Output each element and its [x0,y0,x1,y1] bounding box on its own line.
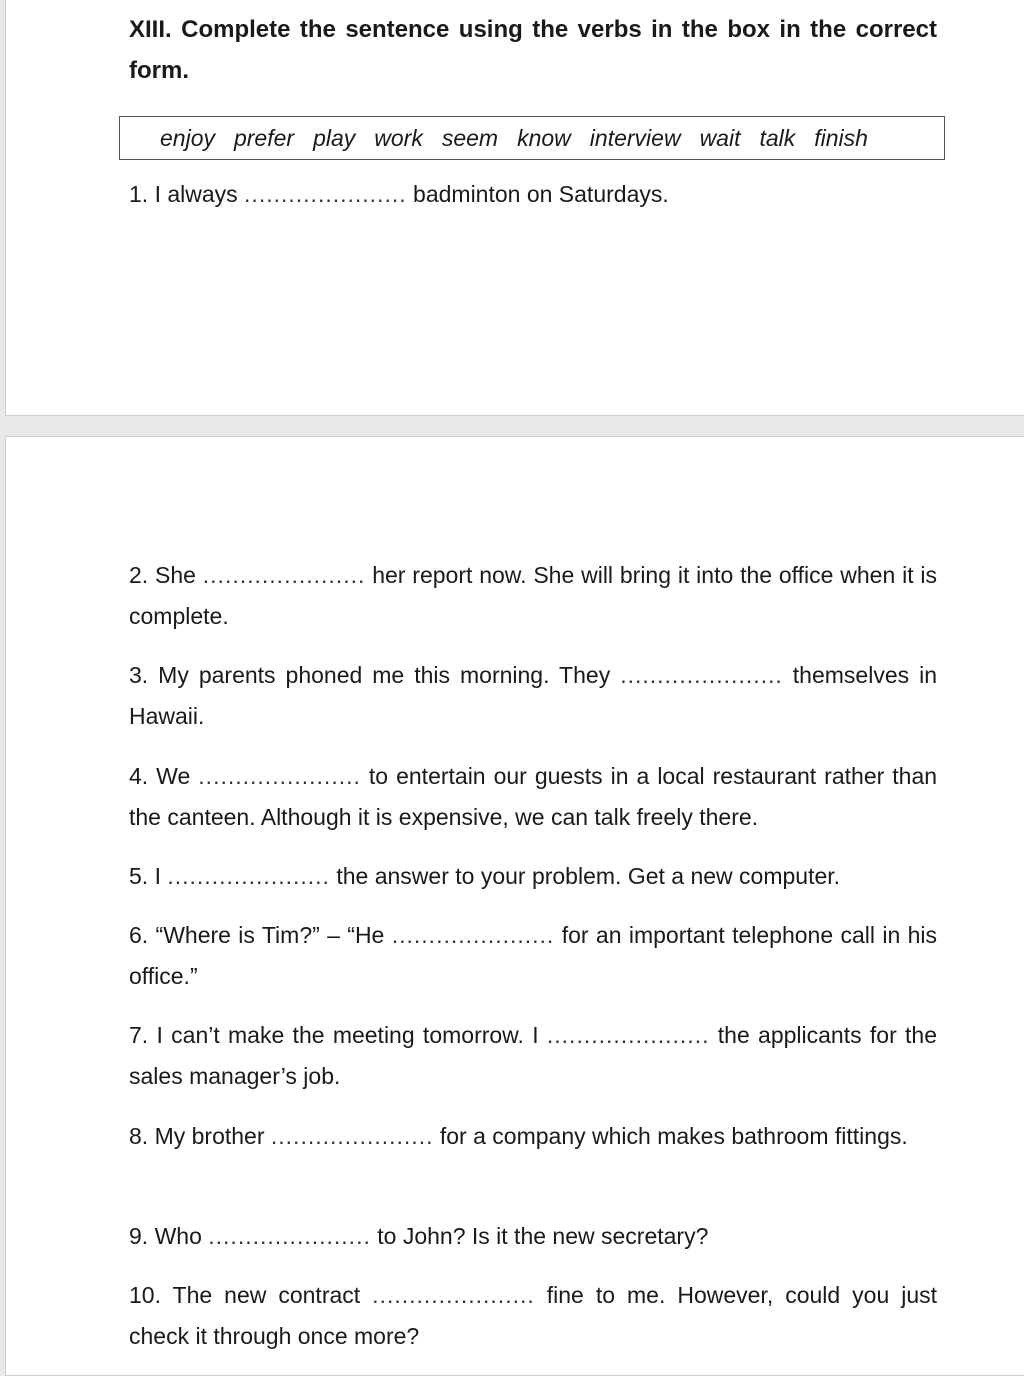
question-text-after: to entertain our guests in a local restaurant rather than the canteen. Although it is expensive, we can talk freely there. [129,763,938,830]
answer-blank[interactable]: ...................... [391,922,555,948]
question-text-after: to John? Is it the new secretary? [377,1223,709,1249]
answer-blank[interactable]: ...................... [546,1022,710,1048]
question-text-after: badminton on Saturdays. [413,181,669,207]
question-text-before: 9. Who [129,1223,202,1249]
answer-blank[interactable]: ...................... [372,1282,535,1308]
question-4 [129,756,937,838]
verb-box [119,116,945,160]
verb-item: enjoy [160,124,215,151]
question-text-before: 7. I can’t make the meeting tomorrow. I [129,1022,539,1048]
verb-item: work [374,124,423,151]
question-text-after: for an important telephone call in his office.” [129,922,938,989]
answer-blank[interactable]: ...................... [208,1223,371,1249]
answer-blank[interactable]: ...................... [620,662,783,688]
question-text-after: her report now. She will bring it into the office when it is complete. [129,562,938,629]
question-text-before: 6. “Where is Tim?” – “He [129,922,385,948]
question-text-after: themselves in Hawaii. [129,662,938,729]
question-8 [129,1116,937,1157]
verb-item: finish [814,124,868,151]
question-3 [129,655,937,737]
question-text-before: 3. My parents phoned me this morning. They [129,662,611,688]
question-10 [129,1275,937,1357]
question-text-before: 2. She [129,562,196,588]
verb-item: prefer [233,124,295,151]
question-7 [129,1015,937,1097]
verb-item: know [517,124,571,151]
question-text-before: 10. The new contract [129,1282,361,1308]
verb-item: wait [699,124,741,151]
verb-item: talk [759,124,796,151]
question-9 [129,1216,937,1257]
question-text-before: 4. We [129,763,191,789]
question-6 [129,915,937,997]
question-2 [129,555,937,637]
question-text-before: 1. I always [129,181,238,207]
answer-blank[interactable]: ...................... [244,181,407,207]
question-1 [129,174,937,215]
verb-item: play [313,124,356,151]
question-text-after: the answer to your problem. Get a new computer. [336,863,841,889]
question-text-after: the applicants for the sales manager’s job. [129,1022,938,1089]
page-1 [5,0,1024,416]
exercise-title: XIII. Complete the sentence using the verbs in the box in the correct form. [129,16,937,84]
answer-blank[interactable]: ...................... [270,1123,434,1149]
page-2 [5,436,1024,1376]
question-text-after: fine to me. However, could you just check it through once more? [129,1282,938,1349]
question-text-before: 5. I [129,863,161,889]
verb-item: interview [589,124,681,151]
question-text-after: for a company which makes bathroom fittings. [439,1123,908,1149]
verb-item: seem [441,124,499,151]
answer-blank[interactable]: ...................... [202,562,366,588]
question-text-before: 8. My brother [129,1123,265,1149]
answer-blank[interactable]: ...................... [167,863,330,889]
question-5 [129,856,937,897]
answer-blank[interactable]: ...................... [198,763,361,789]
